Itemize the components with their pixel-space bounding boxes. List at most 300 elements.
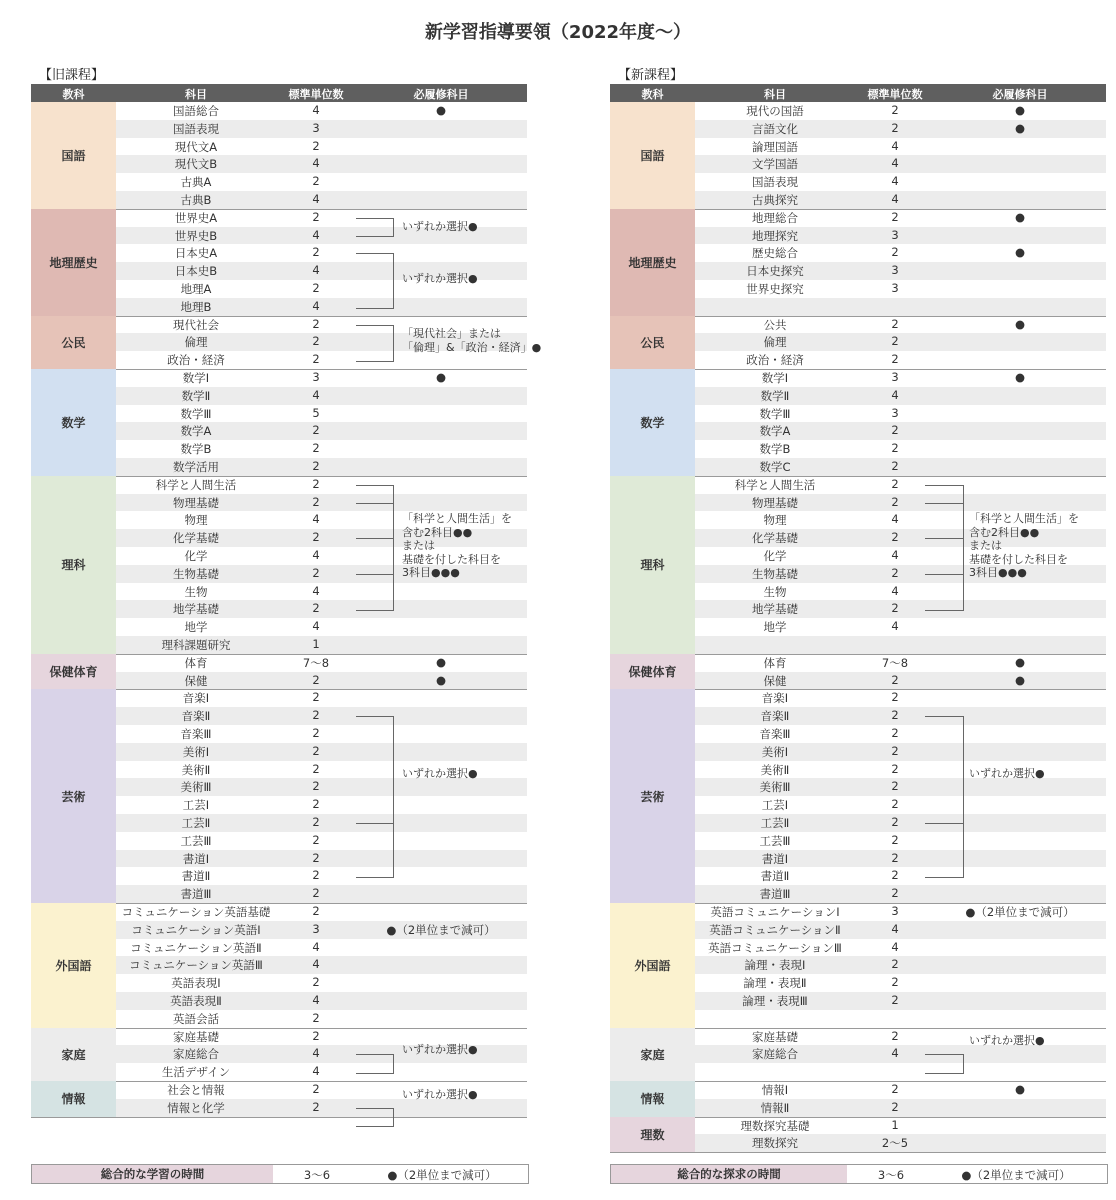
standard-units: 4 (312, 387, 320, 402)
subject-name: 社会と情報 (167, 1083, 225, 1097)
subject-name: 論理・表現Ⅱ (743, 976, 807, 991)
standard-units: 4 (891, 619, 899, 634)
standard-units: 4 (312, 619, 320, 634)
standard-units: 2 (312, 725, 320, 740)
subject-name: 家庭基礎 (173, 1029, 219, 1044)
required-mark: ● (1014, 209, 1026, 224)
subject-area-cell: 保健体育 (610, 654, 695, 690)
standard-units: 2 (312, 761, 320, 776)
selection-bracket (356, 716, 394, 878)
required-mark: ● (1014, 370, 1026, 384)
subject-name: 情報Ⅰ (761, 1083, 789, 1097)
subject-area-cell: 芸術 (31, 689, 116, 903)
required-mark: ● (1014, 120, 1026, 135)
subject-name: コミュニケーション英語Ⅰ (131, 922, 261, 937)
subject-area-cell: 数学 (610, 369, 695, 476)
subject-name: 音楽Ⅰ (761, 691, 789, 706)
standard-units: 2 (312, 690, 320, 705)
subject-name: コミュニケーション英語Ⅱ (130, 940, 262, 955)
standard-units: 1 (312, 636, 320, 651)
standard-units: 2 (312, 904, 320, 918)
standard-units: 2 (312, 245, 320, 260)
subject-name: 生物 (763, 584, 787, 599)
standard-units: 2 (312, 494, 320, 509)
standard-units: 2 (891, 459, 899, 473)
note-sekaishi-choice: いずれか選択● (402, 220, 478, 233)
subject-name: 政治・経済 (167, 353, 225, 368)
standard-units: 2 (891, 316, 899, 331)
standard-units: 2 (312, 797, 320, 812)
subject-name: 数学A (180, 424, 212, 439)
standard-units: 4 (891, 583, 899, 598)
standard-units: 3 (891, 227, 899, 242)
subject-name: 保健 (184, 673, 208, 688)
subject-name: 地学 (184, 620, 208, 635)
standard-units: 4 (312, 512, 320, 527)
standard-units: 2 (891, 352, 899, 367)
subject-name: 音楽Ⅰ (182, 691, 210, 706)
standard-units: 2 (312, 476, 320, 491)
header-required: 必履修科目 (413, 88, 469, 101)
subject-name: 美術Ⅰ (182, 744, 210, 759)
selection-bracket (356, 485, 394, 612)
footer-label: 総合的な学習の時間 (32, 1165, 273, 1183)
note-katei-choice: いずれか選択● (969, 1034, 1045, 1047)
standard-units: 4 (312, 103, 320, 117)
subject-name: 美術Ⅱ (181, 762, 211, 777)
standard-units: 7〜8 (302, 655, 330, 670)
standard-units: 2 (891, 441, 899, 456)
subject-name: 工芸Ⅰ (761, 798, 789, 813)
standard-units: 3 (312, 921, 320, 936)
subject-name: 物理 (184, 513, 208, 528)
bracket-tick (356, 574, 393, 575)
required-mark: ● (435, 370, 447, 384)
subject-name: 化学基礎 (173, 531, 219, 546)
subject-area-cell: 情報 (610, 1081, 695, 1117)
standard-units: 2 (312, 832, 320, 847)
standard-units: 2 (891, 530, 899, 545)
subject-name: 体育 (184, 655, 208, 670)
subject-name: 数学B (759, 442, 791, 457)
subject-name: 科学と人間生活 (734, 477, 816, 492)
subject-area-cell: 情報 (31, 1081, 116, 1117)
subject-name: 生物基礎 (173, 566, 219, 581)
footer-required: ●（2単位まで減可） (961, 1168, 1071, 1182)
required-mark: ● (1014, 1082, 1026, 1096)
subject-name: 倫理 (763, 335, 787, 350)
subject-name: 工芸Ⅰ (182, 798, 210, 813)
required-mark: ● (435, 654, 447, 669)
subject-area-cell: 理数 (610, 1117, 695, 1153)
header-subject-area: 教科 (641, 88, 664, 101)
subject-name: 論理・表現Ⅰ (744, 958, 806, 973)
note-line: または (969, 539, 1002, 552)
standard-units: 4 (891, 939, 899, 954)
standard-units: 2 (312, 352, 320, 367)
footer-label: 総合的な探求の時間 (611, 1165, 847, 1183)
note-line: 「科学と人間生活」を (402, 512, 512, 525)
header-units: 標準単位数 (867, 88, 923, 101)
standard-units: 2 (891, 725, 899, 740)
subject-area-cell: 国語 (610, 102, 695, 209)
subject-name: 数学Ⅲ (759, 406, 791, 421)
note-line: 「科学と人間生活」を (969, 512, 1079, 525)
subject-name: 美術Ⅰ (761, 744, 789, 759)
subject-name: 工芸Ⅲ (180, 833, 212, 848)
standard-units: 2 (891, 1028, 899, 1043)
standard-units: 2 (891, 103, 899, 117)
standard-units: 2 (891, 993, 899, 1007)
standard-units: 4 (891, 1046, 899, 1061)
subject-area-cell: 芸術 (610, 689, 695, 903)
subject-name: 音楽Ⅱ (181, 709, 211, 724)
subject-name: 地学基礎 (752, 602, 798, 617)
standard-units: 2 (891, 1082, 899, 1096)
subject-name: 体育 (763, 655, 787, 670)
standard-units: 2 (312, 975, 320, 990)
standard-units: 4 (312, 263, 320, 278)
standard-units: 2 (891, 797, 899, 812)
standard-units: 2 (312, 459, 320, 473)
subject-name: 工芸Ⅲ (759, 833, 791, 848)
standard-units: 3 (312, 120, 320, 135)
standard-units: 2 (312, 1082, 320, 1096)
subject-name: 日本史探究 (746, 264, 804, 279)
standard-units: 4 (891, 174, 899, 189)
footer-units: 3〜6 (303, 1168, 331, 1182)
note-line: 3科目●●● (402, 566, 460, 579)
note-line: 含む2科目●● (969, 525, 1040, 539)
selection-bracket (356, 1108, 394, 1128)
standard-units: 2 (891, 957, 899, 972)
standard-units: 2 (312, 1099, 320, 1114)
standard-units: 3 (891, 370, 899, 384)
standard-units: 4 (312, 192, 320, 206)
standard-units: 2 (312, 138, 320, 153)
standard-units: 2〜5 (881, 1136, 909, 1151)
standard-units: 4 (891, 921, 899, 936)
standard-units: 2 (312, 868, 320, 883)
required-mark: ● (435, 672, 447, 687)
standard-units: 2 (891, 120, 899, 135)
standard-units: 2 (312, 886, 320, 901)
standard-units: 2 (312, 316, 320, 331)
standard-units: 2 (891, 423, 899, 438)
footer-required: ●（2単位まで減可） (387, 1168, 497, 1182)
subject-name: 現代文A (174, 139, 218, 154)
header-subject-area: 教科 (62, 88, 85, 101)
subject-name: 文学国語 (752, 157, 798, 172)
subject-name: 古典探究 (752, 193, 798, 207)
required-mark: ● (1014, 672, 1026, 687)
subject-name: 英語表現Ⅱ (170, 994, 222, 1008)
bracket-tick (925, 574, 963, 575)
subject-name: コミュニケーション英語基礎 (121, 905, 271, 919)
standard-units: 2 (312, 209, 320, 224)
subject-name: 英語表現Ⅰ (171, 976, 221, 991)
standard-units: 2 (312, 565, 320, 580)
standard-units: 2 (891, 832, 899, 847)
standard-units: 2 (891, 1099, 899, 1114)
subject-name: 世界史探究 (746, 281, 804, 296)
subject-name: 家庭総合 (173, 1047, 219, 1062)
note-line: 基礎を付した科目を (402, 552, 501, 566)
subject-name: 音楽Ⅱ (760, 709, 790, 724)
standard-units: 2 (312, 814, 320, 829)
subject-name: 生物基礎 (752, 566, 798, 581)
subject-name: 古典B (180, 193, 212, 207)
bracket-tick (925, 538, 963, 539)
bracket-tick (356, 503, 393, 504)
subject-name: 家庭基礎 (752, 1029, 798, 1044)
standard-units: 2 (312, 280, 320, 295)
standard-units: 4 (891, 138, 899, 153)
note-katei-choice: いずれか選択● (402, 1043, 478, 1056)
subject-name: 保健 (763, 673, 787, 688)
standard-units: 3 (891, 904, 899, 918)
subject-area-cell: 家庭 (610, 1028, 695, 1081)
header-units: 標準単位数 (288, 88, 344, 101)
standard-units: 2 (312, 708, 320, 723)
header-required: 必履修科目 (992, 88, 1048, 101)
subject-name: 日本史A (174, 246, 218, 261)
standard-units: 2 (891, 814, 899, 829)
subject-area-cell: 理科 (610, 476, 695, 654)
subject-name: 書道Ⅰ (761, 851, 789, 866)
subject-area-cell: 地理歴史 (610, 209, 695, 316)
subject-area-cell: 数学 (31, 369, 116, 476)
required-mark: ● (1014, 245, 1026, 260)
standard-units: 3 (312, 370, 320, 384)
standard-units: 2 (312, 1028, 320, 1043)
note-rika (969, 512, 1079, 580)
standard-units: 2 (312, 850, 320, 865)
subject-name: 物理 (763, 513, 787, 528)
subject-name: 理数探究 (752, 1136, 798, 1151)
selection-bracket (925, 716, 964, 878)
subject-name: 書道Ⅲ (759, 887, 791, 902)
standard-units: 4 (891, 387, 899, 402)
required-mark: ● (1014, 103, 1026, 117)
standard-units: 2 (312, 441, 320, 456)
subject-name: 地理A (180, 281, 212, 296)
subject-name: 地学基礎 (173, 602, 219, 617)
subject-name: 音楽Ⅲ (180, 726, 212, 741)
subject-name: コミュニケーション英語Ⅲ (129, 958, 263, 973)
standard-units: 2 (312, 779, 320, 794)
subject-name: 数学Ⅰ (182, 371, 210, 385)
standard-units: 2 (312, 601, 320, 616)
subject-area-cell: 保健体育 (31, 654, 116, 690)
standard-units: 2 (891, 334, 899, 349)
subject-name: 美術Ⅱ (760, 762, 790, 777)
note-line: 「倫理」&「政治・経済」● (402, 340, 542, 354)
standard-units: 4 (891, 547, 899, 562)
subject-name: 英語コミュニケーションⅢ (708, 940, 842, 955)
subject-name: 現代社会 (173, 317, 219, 332)
subject-name: 美術Ⅲ (759, 780, 791, 795)
note-nihonshi-chiri-choice: いずれか選択● (402, 272, 478, 285)
note-line: 3科目●●● (969, 566, 1027, 579)
standard-units: 5 (312, 405, 320, 420)
standard-units: 2 (312, 1010, 320, 1025)
standard-units: 2 (891, 494, 899, 509)
standard-units: 4 (891, 512, 899, 527)
standard-units: 3 (891, 263, 899, 278)
subject-area-cell: 家庭 (31, 1028, 116, 1081)
standard-units: 2 (891, 601, 899, 616)
required-mark: ●（2単位まで減可） (965, 905, 1075, 919)
note-line: 含む2科目●● (402, 525, 473, 539)
standard-units: 4 (312, 547, 320, 562)
standard-units: 1 (891, 1117, 899, 1132)
subject-name: 倫理 (184, 335, 208, 350)
table-bottom-border (610, 84, 1106, 1153)
subject-name: 日本史B (174, 264, 218, 279)
subject-name: 数学Ⅱ (760, 388, 790, 403)
note-geijutsu-choice: いずれか選択● (402, 767, 478, 780)
subject-name: 理科課題研究 (161, 637, 231, 652)
subject-name: 家庭総合 (752, 1047, 798, 1062)
standard-units: 4 (312, 993, 320, 1007)
standard-units: 2 (312, 530, 320, 545)
subject-area-cell: 地理歴史 (31, 209, 116, 316)
standard-units: 2 (312, 334, 320, 349)
standard-units: 2 (312, 672, 320, 687)
standard-units: 2 (891, 690, 899, 705)
standard-units: 4 (312, 957, 320, 972)
subject-name: 論理国語 (752, 139, 798, 154)
subject-name: 化学 (763, 548, 787, 563)
subject-name: 書道Ⅰ (182, 851, 210, 866)
subject-name: 世界史B (174, 228, 218, 243)
subject-name: 古典A (180, 175, 212, 190)
table-bottom-border (31, 84, 527, 1118)
standard-units: 4 (312, 583, 320, 598)
note-komin (402, 327, 541, 354)
note-geijutsu-choice: いずれか選択● (969, 767, 1045, 780)
subject-name: 国語総合 (173, 104, 219, 118)
page-title: 新学習指導要領（2022年度〜） (424, 22, 692, 43)
standard-units: 2 (891, 779, 899, 794)
header-subject: 科目 (764, 88, 786, 101)
subject-name: 化学基礎 (752, 531, 798, 546)
subject-name: 数学Ⅱ (181, 388, 211, 403)
subject-name: 工芸Ⅱ (760, 815, 790, 830)
subject-name: 数学C (759, 460, 791, 474)
standard-units: 4 (312, 156, 320, 171)
subject-area-cell: 公民 (610, 316, 695, 369)
required-mark: ● (1014, 654, 1026, 669)
subject-name: 情報と化学 (167, 1100, 225, 1115)
standard-units: 4 (312, 1064, 320, 1079)
standard-units: 2 (891, 708, 899, 723)
new-curriculum-label: 【新課程】 (618, 68, 684, 83)
subject-name: 地理探究 (752, 228, 798, 243)
note-line: または (402, 539, 435, 552)
subject-name: 数学B (180, 442, 212, 457)
new-footer-row (610, 1164, 1108, 1184)
subject-name: 物理基礎 (173, 495, 219, 510)
subject-area-cell: 外国語 (610, 903, 695, 1028)
subject-name: 政治・経済 (746, 353, 804, 368)
subject-area-cell: 理科 (31, 476, 116, 654)
subject-name: 地理B (180, 299, 212, 314)
subject-name: 書道Ⅲ (180, 887, 212, 902)
standard-units: 2 (891, 743, 899, 758)
subject-name: 生活デザイン (161, 1065, 231, 1080)
bracket-tick (356, 823, 393, 824)
subject-name: 歴史総合 (752, 246, 798, 261)
header-subject: 科目 (185, 88, 207, 101)
subject-name: 言語文化 (752, 121, 798, 136)
standard-units: 4 (312, 939, 320, 954)
standard-units: 2 (312, 174, 320, 189)
note-rika (402, 512, 512, 580)
footer-units: 3〜6 (877, 1168, 905, 1182)
subject-name: 生物 (184, 584, 208, 599)
bracket-tick (356, 538, 393, 539)
required-mark: ●（2単位まで減可） (386, 922, 496, 937)
standard-units: 4 (312, 1046, 320, 1061)
subject-name: 国語表現 (173, 121, 219, 136)
standard-units: 3 (891, 405, 899, 420)
subject-area-cell: 公民 (31, 316, 116, 369)
standard-units: 2 (891, 850, 899, 865)
note-line: 「現代社会」または (402, 327, 501, 340)
subject-name: 物理基礎 (752, 495, 798, 510)
standard-units: 2 (891, 761, 899, 776)
standard-units: 3 (891, 280, 899, 295)
bracket-tick (925, 503, 963, 504)
subject-name: 国語表現 (752, 175, 798, 190)
standard-units: 7〜8 (881, 655, 909, 670)
standard-units: 4 (312, 227, 320, 242)
subject-name: 英語コミュニケーションⅡ (709, 922, 841, 937)
standard-units: 2 (891, 476, 899, 491)
standard-units: 2 (891, 886, 899, 901)
standard-units: 4 (312, 298, 320, 313)
subject-name: 書道Ⅱ (760, 869, 790, 884)
old-footer-row (31, 1164, 529, 1184)
required-mark: ● (1014, 316, 1026, 331)
selection-bracket (356, 218, 394, 238)
subject-name: 地理総合 (752, 210, 798, 225)
subject-name: 数学Ⅰ (761, 371, 789, 385)
subject-name: 書道Ⅱ (181, 869, 211, 884)
subject-name: 現代の国語 (746, 104, 804, 118)
subject-name: 英語会話 (173, 1011, 219, 1026)
subject-name: 数学Ⅲ (180, 406, 212, 421)
subject-name: 世界史A (174, 210, 218, 225)
standard-units: 2 (312, 423, 320, 438)
selection-bracket (925, 485, 964, 612)
subject-name: 英語コミュニケーションⅠ (710, 905, 840, 919)
subject-name: 工芸Ⅱ (181, 815, 211, 830)
standard-units: 2 (891, 975, 899, 990)
standard-units: 4 (891, 156, 899, 171)
subject-name: 化学 (184, 548, 208, 563)
note-line: 基礎を付した科目を (969, 552, 1068, 566)
selection-bracket (356, 325, 394, 363)
subject-area-cell: 外国語 (31, 903, 116, 1028)
standard-units: 2 (891, 868, 899, 883)
old-curriculum-label: 【旧課程】 (39, 68, 105, 83)
subject-name: 数学活用 (173, 460, 219, 474)
subject-name: 地学 (763, 620, 787, 635)
standard-units: 4 (891, 192, 899, 206)
